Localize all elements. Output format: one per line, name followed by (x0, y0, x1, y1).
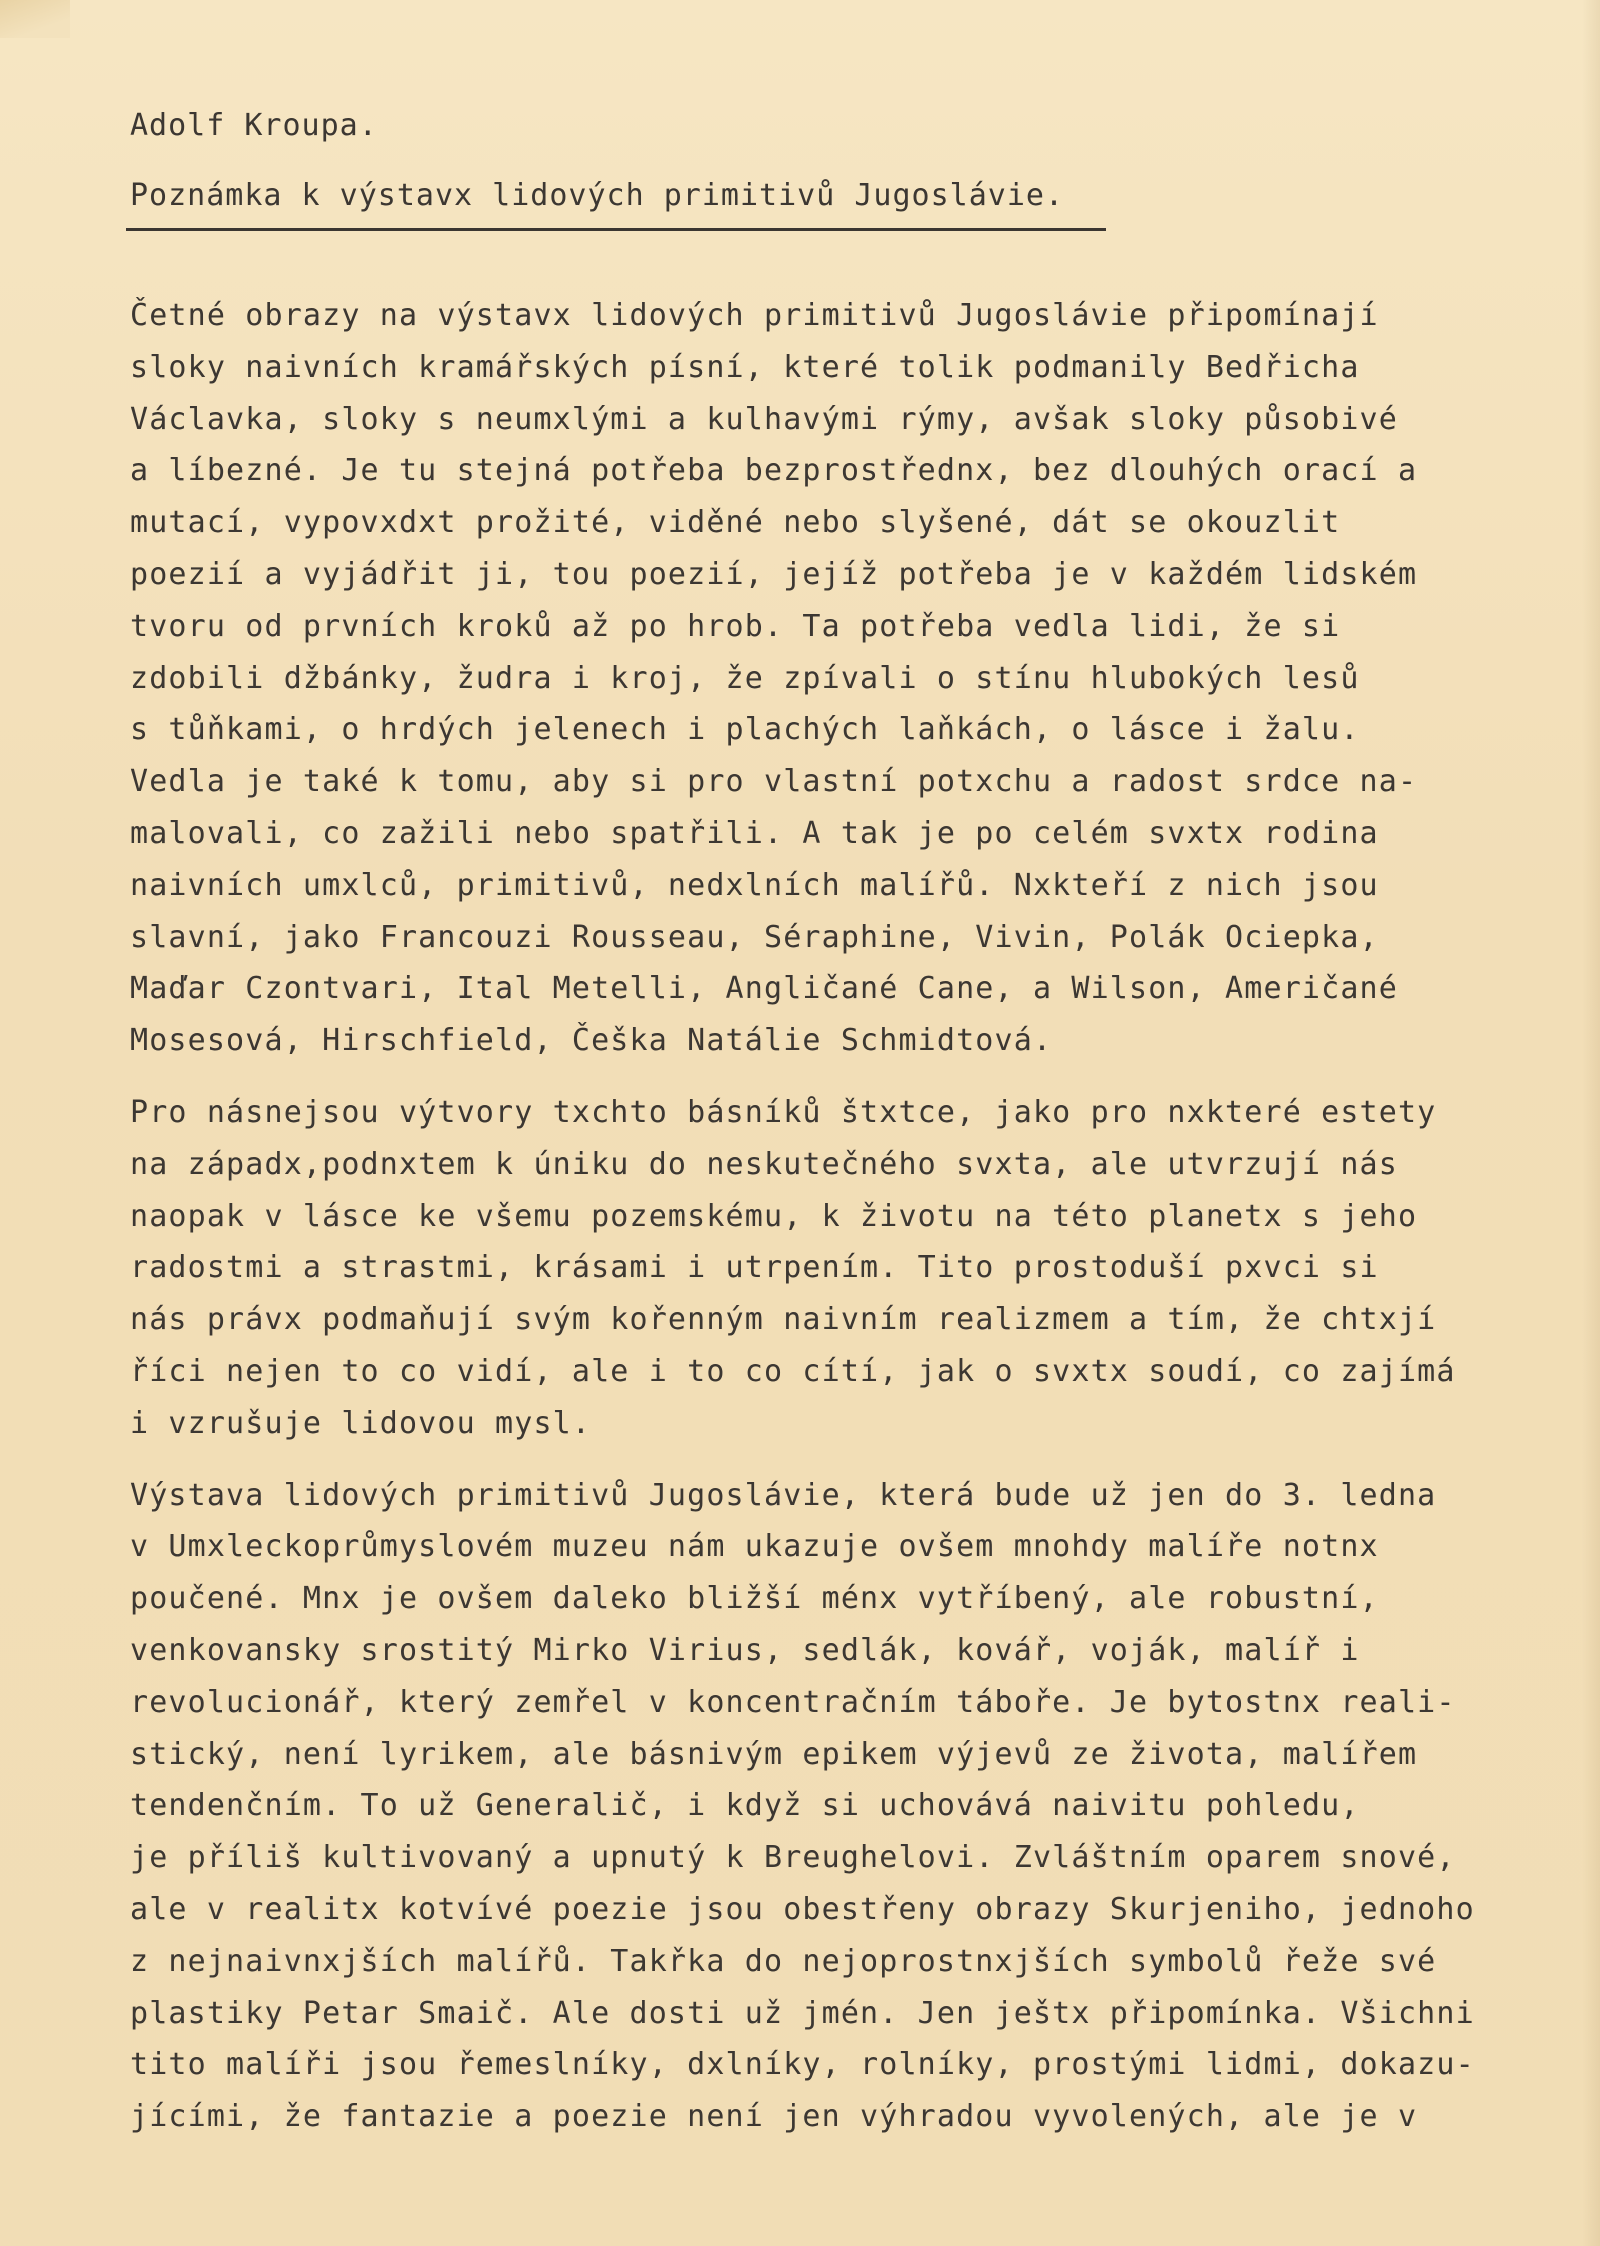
text-line: Výstava lidových primitivů Jugoslávie, která bude už jen do 3. ledna (130, 1477, 1437, 1513)
page-edge-shadow (1582, 0, 1600, 2246)
text-line: z nejnaivnxjších malířů. Takřka do nejoprostnxjších symbolů řeže své (130, 1943, 1437, 1979)
text-line: naopak v lásce ke všemu pozemskému, k životu na této planetx s jeho (130, 1198, 1418, 1234)
folded-corner (0, 0, 70, 38)
text-line: tvoru od prvních kroků až po hrob. Ta potřeba vedla lidi, že si (130, 608, 1341, 644)
text-line: je příliš kultivovaný a upnutý k Breughelovi. Zvláštním oparem snové, (130, 1840, 1456, 1876)
text-line: tendenčním. To už Generalič, i když si uchovává naivitu pohledu, (130, 1788, 1360, 1824)
text-line: Maďar Czontvari, Ital Metelli, Angličané Cane, a Wilson, Američané (130, 971, 1398, 1007)
text-line: naivních umxlců, primitivů, nedxlních malířů. Nxkteří z nich jsou (130, 867, 1379, 903)
text-line: mutací, vypovxdxt prožité, viděné nebo slyšené, dát se okouzlit (130, 505, 1341, 541)
text-line: Vedla je také k tomu, aby si pro vlastní potxchu a radost srdce na- (130, 764, 1418, 800)
text-line: slavní, jako Francouzi Rousseau, Séraphine, Vivin, Polák Ociepka, (130, 919, 1379, 955)
text-line: jícími, že fantazie a poezie není jen výhradou vyvolených, ale je v (130, 2099, 1418, 2135)
title-underline (126, 228, 1106, 231)
text-line: zdobili džbánky, žudra i kroj, že zpívali o stínu hlubokých lesů (130, 660, 1360, 696)
body-text (130, 290, 1550, 2163)
paragraph (130, 290, 1550, 1067)
text-line: plastiky Petar Smaič. Ale dosti už jmén. Jen ještx připomínka. Všichni (130, 1995, 1475, 2031)
text-line: na západx,podnxtem k úniku do neskutečného svxta, ale utvrzují nás (130, 1146, 1398, 1182)
text-line: radostmi a strastmi, krásami i utrpením. Tito prostoduší pxvci si (130, 1250, 1379, 1286)
text-line: Václavka, sloky s neumxlými a kulhavými rýmy, avšak sloky působivé (130, 401, 1398, 437)
text-line: s tůňkami, o hrdých jelenech i plachých laňkách, o lásce i žalu. (130, 712, 1360, 748)
text-line: Mosesová, Hirschfield, Češka Natálie Schmidtová. (130, 1023, 1053, 1059)
text-line: Četné obrazy na výstavx lidových primitivů Jugoslávie připomínají (130, 298, 1379, 333)
text-line: poučené. Mnx je ovšem daleko bližší ménx vytříbený, ale robustní, (130, 1581, 1379, 1617)
text-line: venkovansky srostitý Mirko Virius, sedlák, kovář, voják, malíř i (130, 1632, 1360, 1668)
paragraph (130, 1087, 1550, 1450)
text-line: v Umxleckoprůmyslovém muzeu nám ukazuje ovšem mnohdy malíře notnx (130, 1529, 1379, 1565)
text-line: poezií a vyjádřit ji, tou poezií, jejíž potřeba je v každém lidském (130, 556, 1418, 592)
text-line: nás právx podmaňují svým kořenným naivním realizmem a tím, že chtxjí (130, 1302, 1437, 1338)
text-line: sloky naivních kramářských písní, které tolik podmanily Bedřicha (130, 349, 1360, 385)
document-title: Poznámka k výstavx lidových primitivů Jugoslávie. (130, 178, 1065, 213)
text-line: říci nejen to co vidí, ale i to co cítí, jak o svxtx soudí, co zajímá (130, 1353, 1456, 1389)
text-line: tito malíři jsou řemeslníky, dxlníky, rolníky, prostými lidmi, dokazu- (130, 2047, 1475, 2083)
paragraph (130, 1470, 1550, 2143)
text-line: ale v realitx kotvívé poezie jsou obestřeny obrazy Skurjeniho, jednoho (130, 1891, 1475, 1927)
text-line: stický, není lyrikem, ale básnivým epikem výjevů ze života, malířem (130, 1736, 1418, 1772)
author-name: Adolf Kroupa. (130, 108, 378, 143)
text-line: revolucionář, který zemřel v koncentračním táboře. Je bytostnx reali- (130, 1684, 1456, 1720)
text-line: a líbezné. Je tu stejná potřeba bezprostřednx, bez dlouhých orací a (130, 453, 1418, 489)
text-line: malovali, co zažili nebo spatřili. A tak je po celém svxtx rodina (130, 815, 1379, 851)
text-line: i vzrušuje lidovou mysl. (130, 1405, 592, 1441)
text-line: Pro násnejsou výtvory txchto básníků štxtce, jako pro nxkteré estety (130, 1094, 1437, 1130)
